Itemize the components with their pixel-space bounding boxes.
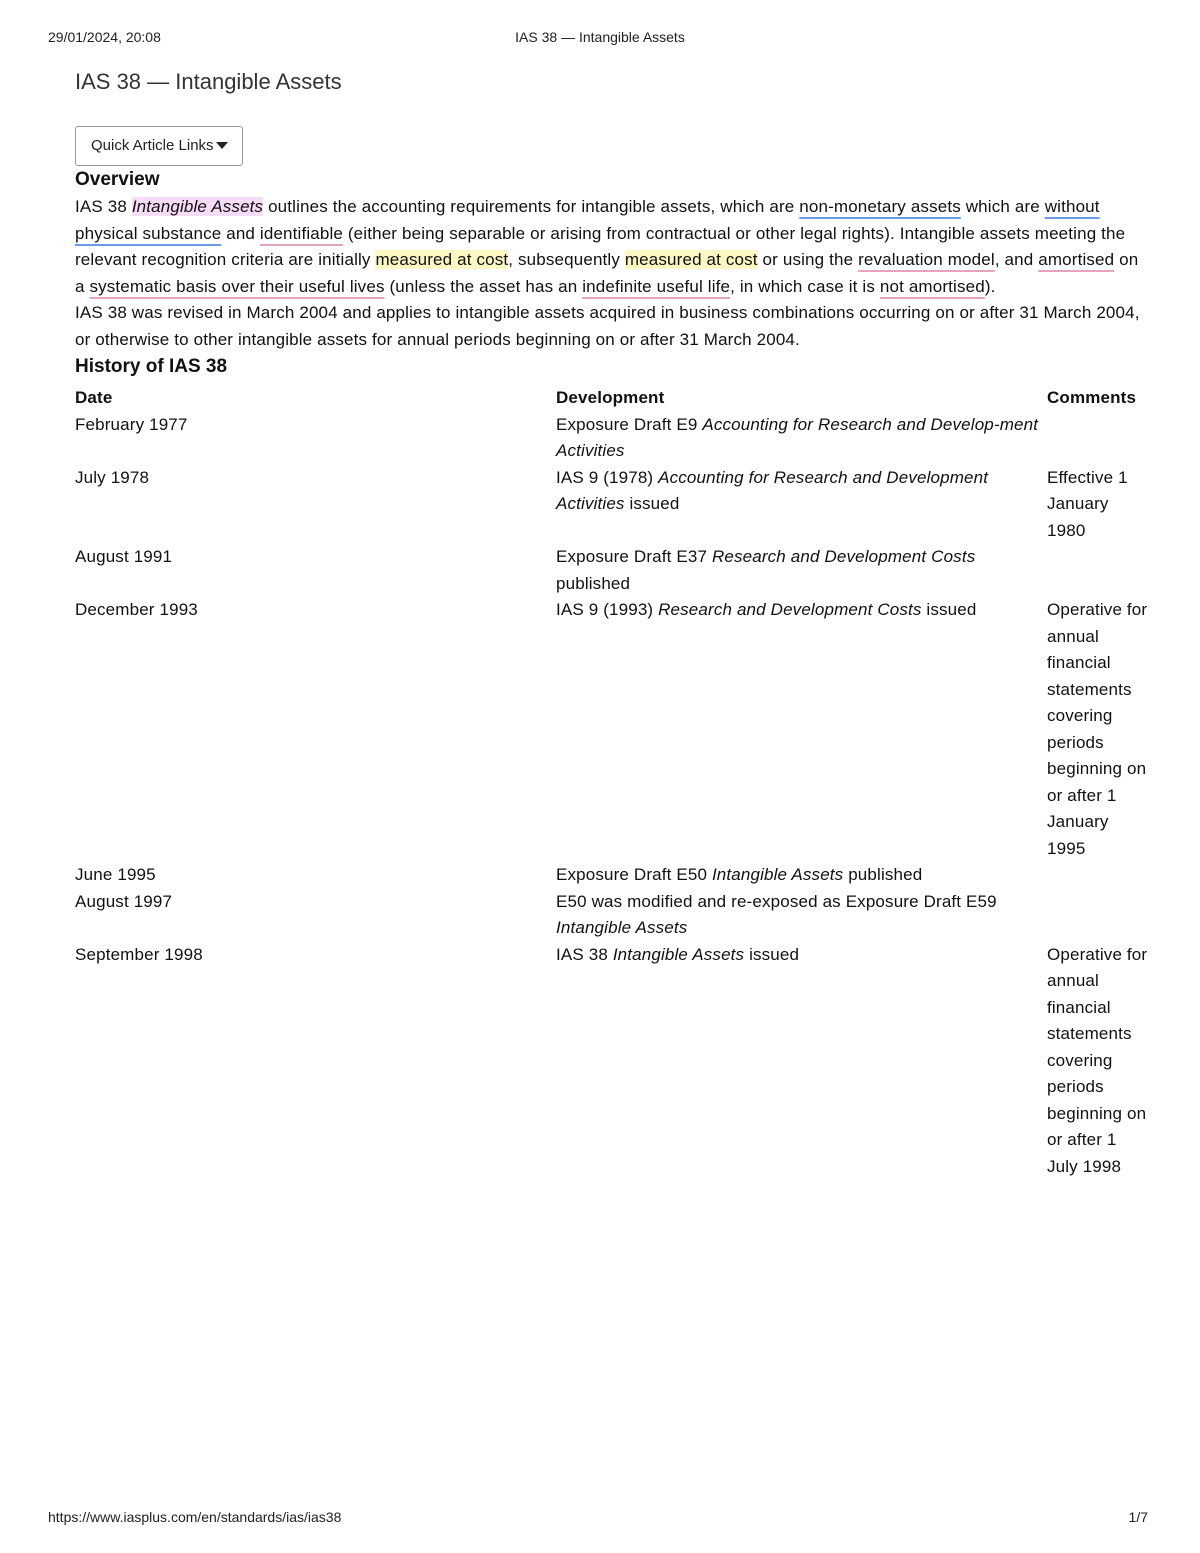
development-cell	[556, 862, 1047, 889]
highlighted-standard-name: Intangible Assets	[131, 197, 264, 216]
article-content	[75, 66, 1150, 1180]
print-footer-url: https://www.iasplus.com/en/standards/ias/ias38	[48, 1509, 342, 1525]
table-row	[75, 597, 1150, 862]
development-text: issued	[744, 944, 800, 964]
date-cell: February 1977	[75, 414, 188, 434]
quick-article-links-button[interactable]	[75, 126, 243, 166]
document-title: Accounting for Research and Development Activities	[556, 467, 989, 513]
print-footer-page-number: 1/7	[1128, 1509, 1148, 1525]
text-segment: on a	[75, 250, 1139, 296]
date-cell: September 1998	[75, 944, 203, 964]
overview-paragraph-1	[75, 194, 1150, 300]
print-header-title: IAS 38 — Intangible Assets	[515, 29, 685, 45]
document-title: Accounting for Research and Develop-ment Activities	[556, 414, 1039, 460]
development-text: Exposure Draft E9	[556, 414, 703, 434]
underlined-term: indefinite useful life	[582, 276, 731, 296]
table-row	[75, 889, 1150, 942]
text-segment: and	[221, 223, 260, 243]
document-title: Intangible Assets	[711, 865, 844, 884]
text-segment: , subsequently	[508, 250, 625, 269]
text-segment: , and	[994, 250, 1039, 269]
development-cell	[556, 597, 1047, 862]
text-segment: , in which case it is	[730, 276, 880, 296]
text-segment: outlines the accounting requirements for intangible assets, which are	[263, 197, 800, 216]
overview-heading: Overview	[75, 169, 160, 190]
text-segment: ).	[984, 276, 996, 296]
date-cell: August 1991	[75, 547, 173, 566]
comment-cell: Operative for annual financial statements covering periods beginning on or after 1 January 1995	[1047, 600, 1148, 858]
text-segment: or using the	[757, 250, 859, 269]
underlined-term: systematic basis over their useful lives	[89, 276, 385, 296]
text-segment: (either being separable or arising from contractual or other legal rights). Intangible assets meeting the relevant recognition criteria are initially	[75, 223, 1126, 269]
development-cell	[556, 544, 1047, 597]
table-row	[75, 465, 1150, 545]
highlighted-term: measured at cost	[624, 250, 758, 269]
underlined-term: amortised	[1038, 250, 1115, 269]
date-cell: June 1995	[75, 865, 156, 884]
underlined-term: revaluation model	[858, 250, 995, 269]
caret-down-icon	[216, 142, 228, 149]
underlined-term: not amortised	[879, 276, 985, 296]
underlined-term: non-monetary assets	[799, 197, 961, 216]
table-row	[75, 942, 1150, 1181]
quick-article-links-label: Quick Article Links	[91, 137, 214, 154]
document-title: Intangible Assets	[556, 918, 688, 937]
development-text: issued	[921, 600, 977, 619]
highlighted-term: measured at cost	[375, 250, 509, 269]
column-header-development: Development	[556, 388, 665, 407]
underlined-term: without physical substance	[75, 197, 1100, 243]
comment-cell	[1047, 889, 1150, 942]
development-text: Exposure Draft E50	[556, 865, 712, 884]
development-cell	[556, 465, 1047, 545]
document-title: Research and Development Costs	[658, 600, 922, 619]
text-segment: (unless the asset has an	[384, 276, 583, 296]
column-header-comments: Comments	[1047, 388, 1137, 407]
table-row	[75, 412, 1150, 465]
comment-cell: Operative for annual financial statements covering periods beginning on or after 1 July 1998	[1047, 944, 1148, 1176]
date-cell: July 1978	[75, 467, 150, 487]
table-row	[75, 544, 1150, 597]
comment-cell	[1047, 412, 1150, 465]
text-segment: which are	[960, 197, 1045, 216]
development-cell	[556, 942, 1047, 1181]
page-title: IAS 38 — Intangible Assets	[75, 69, 342, 94]
date-cell: December 1993	[75, 600, 198, 619]
comment-cell	[1047, 544, 1150, 597]
development-text: Exposure Draft E37	[556, 547, 712, 566]
date-cell: August 1997	[75, 891, 173, 911]
development-text: published	[556, 573, 631, 593]
table-row	[75, 862, 1150, 889]
table-header-row	[75, 385, 1150, 412]
development-cell	[556, 412, 1047, 465]
document-title: Research and Development Costs	[711, 547, 976, 566]
underlined-term: identifiable	[259, 223, 343, 243]
comment-cell	[1047, 862, 1150, 889]
development-cell	[556, 889, 1047, 942]
development-text: IAS 9 (1993)	[556, 600, 659, 619]
text-segment: IAS 38	[75, 197, 132, 216]
history-heading: History of IAS 38	[75, 356, 228, 377]
column-header-date: Date	[75, 388, 113, 407]
development-text: issued	[624, 494, 680, 513]
document-title: Intangible Assets	[612, 944, 745, 964]
overview-paragraph-2: IAS 38 was revised in March 2004 and applies to intangible assets acquired in business combinations occurring on or after 31 March 2004, or otherwise to other intangible assets for annual periods beginning on or after 31 March 2004.	[75, 303, 1140, 349]
development-text: IAS 38	[556, 944, 613, 964]
print-header-datetime: 29/01/2024, 20:08	[48, 29, 161, 45]
development-text: E50 was modified and re-exposed as Exposure Draft E59	[556, 891, 997, 911]
comment-cell: Effective 1 January 1980	[1047, 467, 1128, 540]
history-table	[75, 385, 1150, 1180]
development-text: IAS 9 (1978)	[556, 467, 659, 487]
development-text: published	[843, 865, 923, 884]
